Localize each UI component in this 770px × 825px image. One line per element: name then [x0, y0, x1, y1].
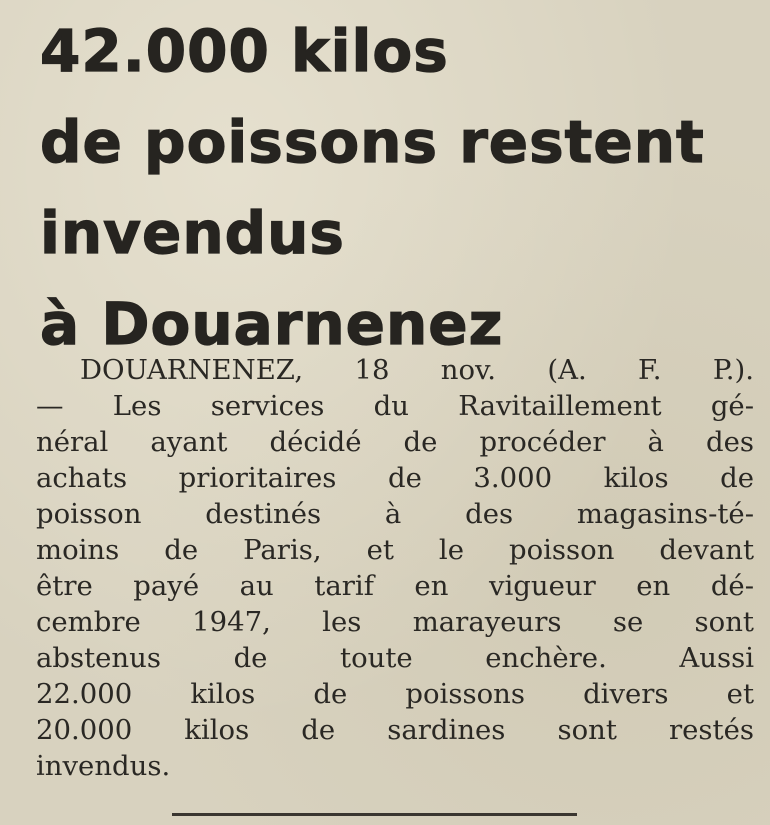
body-line: — Les services du Ravitaillement gé- — [36, 390, 754, 422]
body-line: abstenus de toute enchère. Aussi — [36, 642, 754, 674]
headline-line: à Douarnenez — [40, 290, 504, 358]
body-line: invendus. — [36, 750, 171, 782]
separator-rule — [172, 813, 577, 816]
body-line: cembre 1947, les marayeurs se sont — [36, 606, 754, 638]
headline-line: de poissons restent — [40, 108, 705, 176]
body-line: 22.000 kilos de poissons divers et — [36, 678, 754, 710]
body-line: moins de Paris, et le poisson devant — [36, 534, 754, 566]
body-line: achats prioritaires de 3.000 kilos de — [36, 462, 754, 494]
headline-line: invendus — [40, 199, 345, 267]
headline-line: 42.000 kilos — [40, 17, 449, 85]
body-line: être payé au tarif en vigueur en dé- — [36, 570, 754, 602]
body-line: poisson destinés à des magasins-té- — [36, 498, 754, 530]
article-headline — [40, 6, 765, 370]
body-line: DOUARNENEZ, 18 nov. (A. F. P.). — [80, 354, 754, 386]
body-line: 20.000 kilos de sardines sont restés — [36, 714, 754, 746]
body-line: néral ayant décidé de procéder à des — [36, 426, 754, 458]
article-body — [36, 352, 754, 784]
